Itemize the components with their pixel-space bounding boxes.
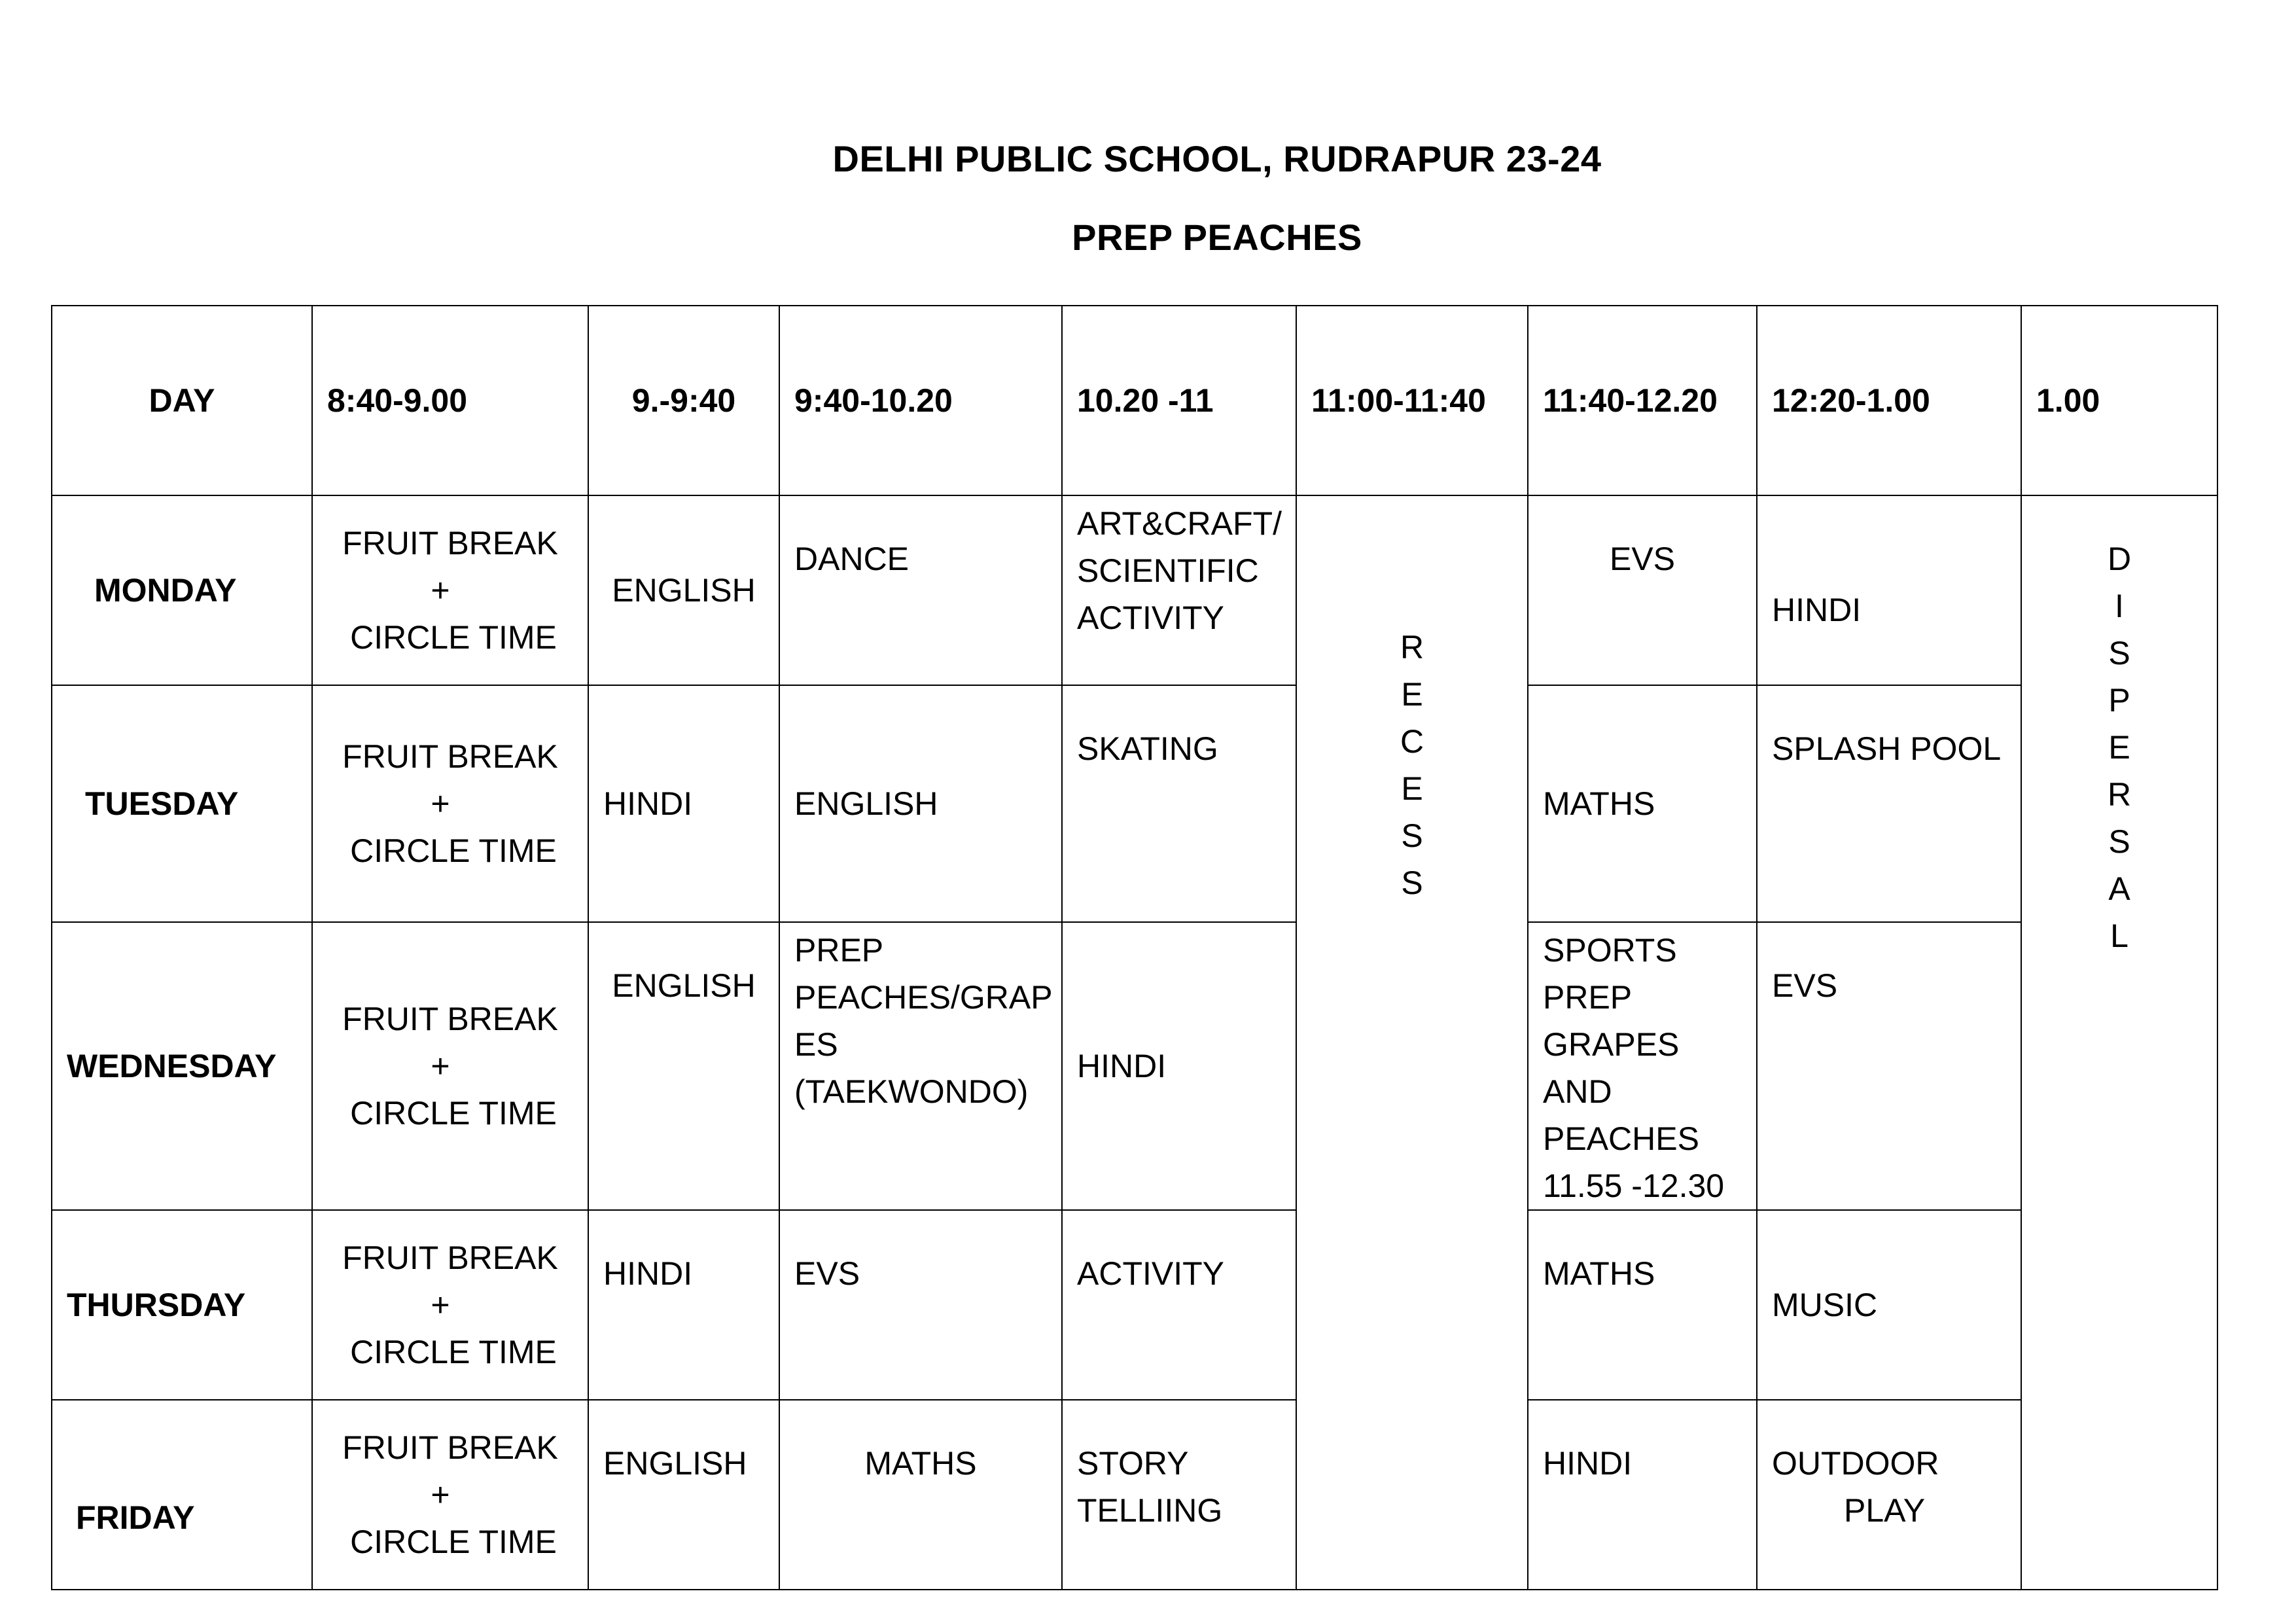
fruit-break-cell bbox=[312, 495, 588, 685]
table-row bbox=[52, 495, 2217, 685]
subject-cell: DANCE bbox=[779, 495, 1062, 685]
col-header-period-2: 9.-9:40 bbox=[588, 306, 779, 495]
fruit-break-label: FRUIT BREAK bbox=[342, 738, 558, 775]
day-cell-friday: FRIDAY bbox=[52, 1400, 312, 1590]
subject-cell: ACTIVITY bbox=[1062, 1210, 1296, 1400]
subject-line: (TAEKWONDO) bbox=[794, 1073, 1029, 1110]
subject-line: ES bbox=[794, 1026, 838, 1063]
table-row bbox=[52, 1400, 2217, 1590]
subject-cell: ENGLISH bbox=[588, 495, 779, 685]
col-header-period-3: 9:40-10.20 bbox=[779, 306, 1062, 495]
circle-time-label: CIRCLE TIME bbox=[350, 619, 557, 656]
subject-line: PREP bbox=[1543, 979, 1633, 1016]
subject-line: SPORTS bbox=[1543, 932, 1677, 969]
fruit-break-plus: + bbox=[431, 1287, 450, 1323]
subject-cell bbox=[1528, 922, 1757, 1210]
fruit-break-label: FRUIT BREAK bbox=[342, 525, 558, 562]
dispersal-letter: R bbox=[2107, 776, 2132, 813]
subject-line: PREP bbox=[794, 932, 884, 969]
subject-cell: SKATING bbox=[1062, 685, 1296, 922]
day-cell-tuesday: TUESDAY bbox=[52, 685, 312, 922]
subject-cell: HINDI bbox=[1062, 922, 1296, 1210]
fruit-break-cell bbox=[312, 685, 588, 922]
subject-cell: EVS bbox=[1757, 922, 2021, 1210]
subject-cell: ENGLISH bbox=[588, 922, 779, 1210]
subject-line: PEACHES/GRAP bbox=[794, 979, 1053, 1016]
fruit-break-plus: + bbox=[431, 572, 450, 609]
fruit-break-cell bbox=[312, 922, 588, 1210]
col-header-period-4: 10.20 -11 bbox=[1062, 306, 1296, 495]
fruit-break-label: FRUIT BREAK bbox=[342, 1001, 558, 1037]
subject-cell bbox=[1062, 1400, 1296, 1590]
dispersal-letter: A bbox=[2108, 870, 2130, 907]
dispersal-letter: S bbox=[2108, 635, 2130, 671]
subject-line: TELLIING bbox=[1077, 1492, 1223, 1529]
subject-cell: MUSIC bbox=[1757, 1210, 2021, 1400]
table-row bbox=[52, 685, 2217, 922]
day-cell-monday: MONDAY bbox=[52, 495, 312, 685]
fruit-break-cell bbox=[312, 1210, 588, 1400]
subject-line: SCIENTIFIC bbox=[1077, 552, 1259, 589]
col-header-period-7: 12:20-1.00 bbox=[1757, 306, 2021, 495]
col-header-day: DAY bbox=[52, 306, 312, 495]
recess-letter: R bbox=[1400, 629, 1424, 666]
school-title: DELHI PUBLIC SCHOOL, RUDRAPUR 23-24 bbox=[832, 138, 1602, 179]
circle-time-label: CIRCLE TIME bbox=[350, 832, 557, 869]
subject-cell: SPLASH POOL bbox=[1757, 685, 2021, 922]
subject-cell: ENGLISH bbox=[779, 685, 1062, 922]
header-row bbox=[52, 306, 2217, 495]
fruit-break-label: FRUIT BREAK bbox=[342, 1429, 558, 1466]
subject-line: AND bbox=[1543, 1073, 1612, 1110]
subject-line: OUTDOOR bbox=[1772, 1445, 1939, 1482]
day-cell-wednesday: WEDNESDAY bbox=[52, 922, 312, 1210]
subject-cell bbox=[1757, 1400, 2021, 1590]
subject-cell: ENGLISH bbox=[588, 1400, 779, 1590]
subject-line: ACTIVITY bbox=[1077, 599, 1225, 636]
subject-cell: EVS bbox=[779, 1210, 1062, 1400]
subject-line: STORY bbox=[1077, 1445, 1189, 1482]
dispersal-letter: S bbox=[2108, 823, 2130, 860]
fruit-break-plus: + bbox=[431, 1048, 450, 1084]
fruit-break-plus: + bbox=[431, 1476, 450, 1513]
dispersal-letter: P bbox=[2108, 682, 2130, 719]
subject-cell: EVS bbox=[1528, 495, 1757, 685]
fruit-break-plus: + bbox=[431, 785, 450, 822]
day-cell-thursday: THURSDAY bbox=[52, 1210, 312, 1400]
dispersal-letter: L bbox=[2110, 918, 2128, 954]
recess-letter: C bbox=[1400, 723, 1424, 760]
fruit-break-label: FRUIT BREAK bbox=[342, 1240, 558, 1276]
subject-line: PEACHES bbox=[1543, 1120, 1699, 1157]
col-header-period-8: 1.00 bbox=[2021, 306, 2217, 495]
subject-cell: MATHS bbox=[779, 1400, 1062, 1590]
subject-cell: MATHS bbox=[1528, 685, 1757, 922]
recess-cell bbox=[1296, 495, 1528, 1590]
dispersal-cell bbox=[2021, 495, 2217, 1590]
recess-letter: E bbox=[1401, 770, 1423, 807]
table-row bbox=[52, 1210, 2217, 1400]
dispersal-letter: D bbox=[2107, 541, 2132, 577]
dispersal-letter: E bbox=[2108, 729, 2130, 766]
subject-line: PLAY bbox=[1844, 1492, 1926, 1529]
dispersal-letter: I bbox=[2115, 588, 2124, 624]
circle-time-label: CIRCLE TIME bbox=[350, 1524, 557, 1560]
col-header-period-1: 8:40-9.00 bbox=[312, 306, 588, 495]
subject-cell bbox=[779, 922, 1062, 1210]
recess-letter: E bbox=[1401, 676, 1423, 713]
fruit-break-cell bbox=[312, 1400, 588, 1590]
recess-letter: S bbox=[1401, 865, 1423, 901]
col-header-period-5: 11:00-11:40 bbox=[1296, 306, 1528, 495]
subject-line: ART&CRAFT/ bbox=[1077, 505, 1282, 542]
subject-cell: HINDI bbox=[588, 1210, 779, 1400]
subject-cell: HINDI bbox=[1757, 495, 2021, 685]
subject-cell: HINDI bbox=[588, 685, 779, 922]
subject-line: GRAPES bbox=[1543, 1026, 1680, 1063]
circle-time-label: CIRCLE TIME bbox=[350, 1095, 557, 1132]
timetable bbox=[51, 305, 2218, 1590]
subject-cell: HINDI bbox=[1528, 1400, 1757, 1590]
recess-letter: S bbox=[1401, 817, 1423, 854]
class-title: PREP PEACHES bbox=[1072, 217, 1362, 258]
subject-cell bbox=[1062, 495, 1296, 685]
table-row bbox=[52, 922, 2217, 1210]
col-header-period-6: 11:40-12.20 bbox=[1528, 306, 1757, 495]
subject-line: 11.55 -12.30 bbox=[1543, 1168, 1725, 1204]
circle-time-label: CIRCLE TIME bbox=[350, 1334, 557, 1370]
subject-cell: MATHS bbox=[1528, 1210, 1757, 1400]
